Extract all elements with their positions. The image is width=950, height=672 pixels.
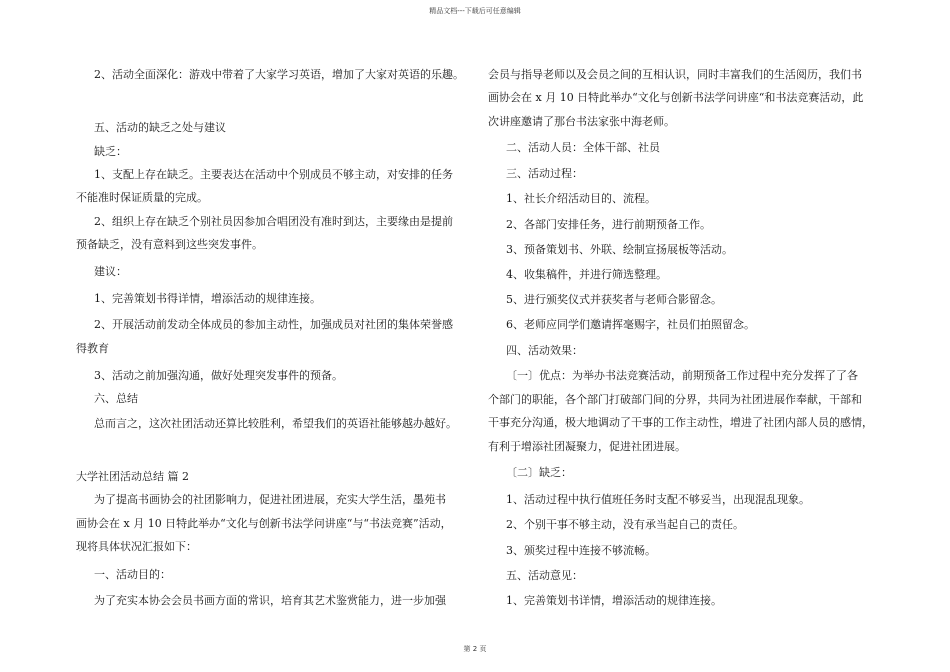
text-line: 4、收集稿件，并进行筛选整理。 xyxy=(506,268,667,281)
text-line: 干事充分沟通，极大地调动了干事的工作主动性，增进了社团内部人员的感情， xyxy=(488,416,873,429)
text-line: 3、预备策划书、外联、绘制宣扬展板等活动。 xyxy=(506,243,733,256)
text-line: 有利于增添社团凝聚力，促进社团进展。 xyxy=(488,440,686,453)
text-line: 1、支配上存在缺乏。主要表达在活动中个别成员不够主动，对安排的任务 xyxy=(94,168,453,181)
section-heading: 五、活动的缺乏之处与建议 xyxy=(94,121,226,134)
text-line: 个部门的职能，各个部门打破部门间的分界，共同为社团进展作奉献，干部和 xyxy=(488,393,862,406)
text-line: 1、社长介绍活动目的、流程。 xyxy=(506,192,656,205)
text-line: 不能准时保证质量的完成。 xyxy=(76,191,208,204)
text-line: 2、各部门安排任务，进行前期预备工作。 xyxy=(506,218,711,231)
page-number: 第 2 页 xyxy=(463,645,487,653)
section-heading: 二、活动人员：全体干部、社员 xyxy=(506,141,660,154)
text-line: 2、开展活动前发动全体成员的参加主动性，加强成员对社团的集体荣誉感 xyxy=(94,318,453,331)
section-heading: 五、活动意见： xyxy=(506,569,583,582)
section-heading: 四、活动效果： xyxy=(506,344,583,357)
section-heading: 六、总结 xyxy=(94,392,138,405)
subheading: 缺乏： xyxy=(94,145,127,158)
text-line: 现将具体状况汇报如下： xyxy=(76,540,197,553)
text-line: 5、进行颁奖仪式并获奖者与老师合影留念。 xyxy=(506,293,722,306)
text-line: 1、完善策划书得详情，增添活动的规律连接。 xyxy=(94,292,321,305)
text-line: 为了充实本协会会员书画方面的常识，培育其艺术鉴赏能力，进一步加强 xyxy=(94,594,446,607)
text-line: 3、活动之前加强沟通，做好处理突发事件的预备。 xyxy=(94,369,343,382)
text-line: 2、个别干事不够主动，没有承当起自己的责任。 xyxy=(506,518,744,531)
text-line: 〔一〕优点：为举办书法竞赛活动，前期预备工作过程中充分发挥了了各 xyxy=(506,369,858,382)
text-line: 1、完善策划书详情，增添活动的规律连接。 xyxy=(506,594,722,607)
text-line: 6、老师应同学们邀请挥毫赐字，社员们拍照留念。 xyxy=(506,318,755,331)
text-line: 会员与指导老师以及会员之间的互相认识，同时丰富我们的生活阅历，我们书 xyxy=(488,68,862,81)
section-heading: 一、活动目的： xyxy=(94,568,171,581)
subheading: 建议： xyxy=(94,265,127,278)
page-header: 精品文档---下载后可任意编辑 xyxy=(429,7,521,15)
article-title: 大学社团活动总结 篇 2 xyxy=(76,470,189,483)
text-line: 次讲座邀请了那台书法家张中海老师。 xyxy=(488,115,675,128)
text-line: 2、组织上存在缺乏个别社员因参加合唱团没有准时到达，主要缘由是提前 xyxy=(94,215,453,228)
text-line: 得教育 xyxy=(76,342,109,355)
text-line: 画协会在 x 月 10 日特此举办“文化与创新书法学问讲座“与“书法竞赛”活动， xyxy=(76,517,452,530)
text-line: 2、活动全面深化：游戏中带着了大家学习英语，增加了大家对英语的乐趣。 xyxy=(94,68,464,81)
text-line: 总而言之，这次社团活动还算比较胜利，希望我们的英语社能够越办越好。 xyxy=(94,417,457,430)
text-line: 为了提高书画协会的社团影响力，促进社团进展，充实大学生活，墨苑书 xyxy=(94,493,446,506)
text-line: 画协会在 x 月 10 日特此举办“文化与创新书法学问讲座“和书法竞赛活动，此 xyxy=(488,91,864,104)
text-line: 3、颁奖过程中连接不够流畅。 xyxy=(506,544,656,557)
subheading: 〔二〕缺乏： xyxy=(506,466,572,479)
text-line: 1、活动过程中执行值班任务时支配不够妥当，出现混乱现象。 xyxy=(506,493,810,506)
section-heading: 三、活动过程： xyxy=(506,167,583,180)
text-line: 预备缺乏，没有意料到这些突发事件。 xyxy=(76,238,263,251)
